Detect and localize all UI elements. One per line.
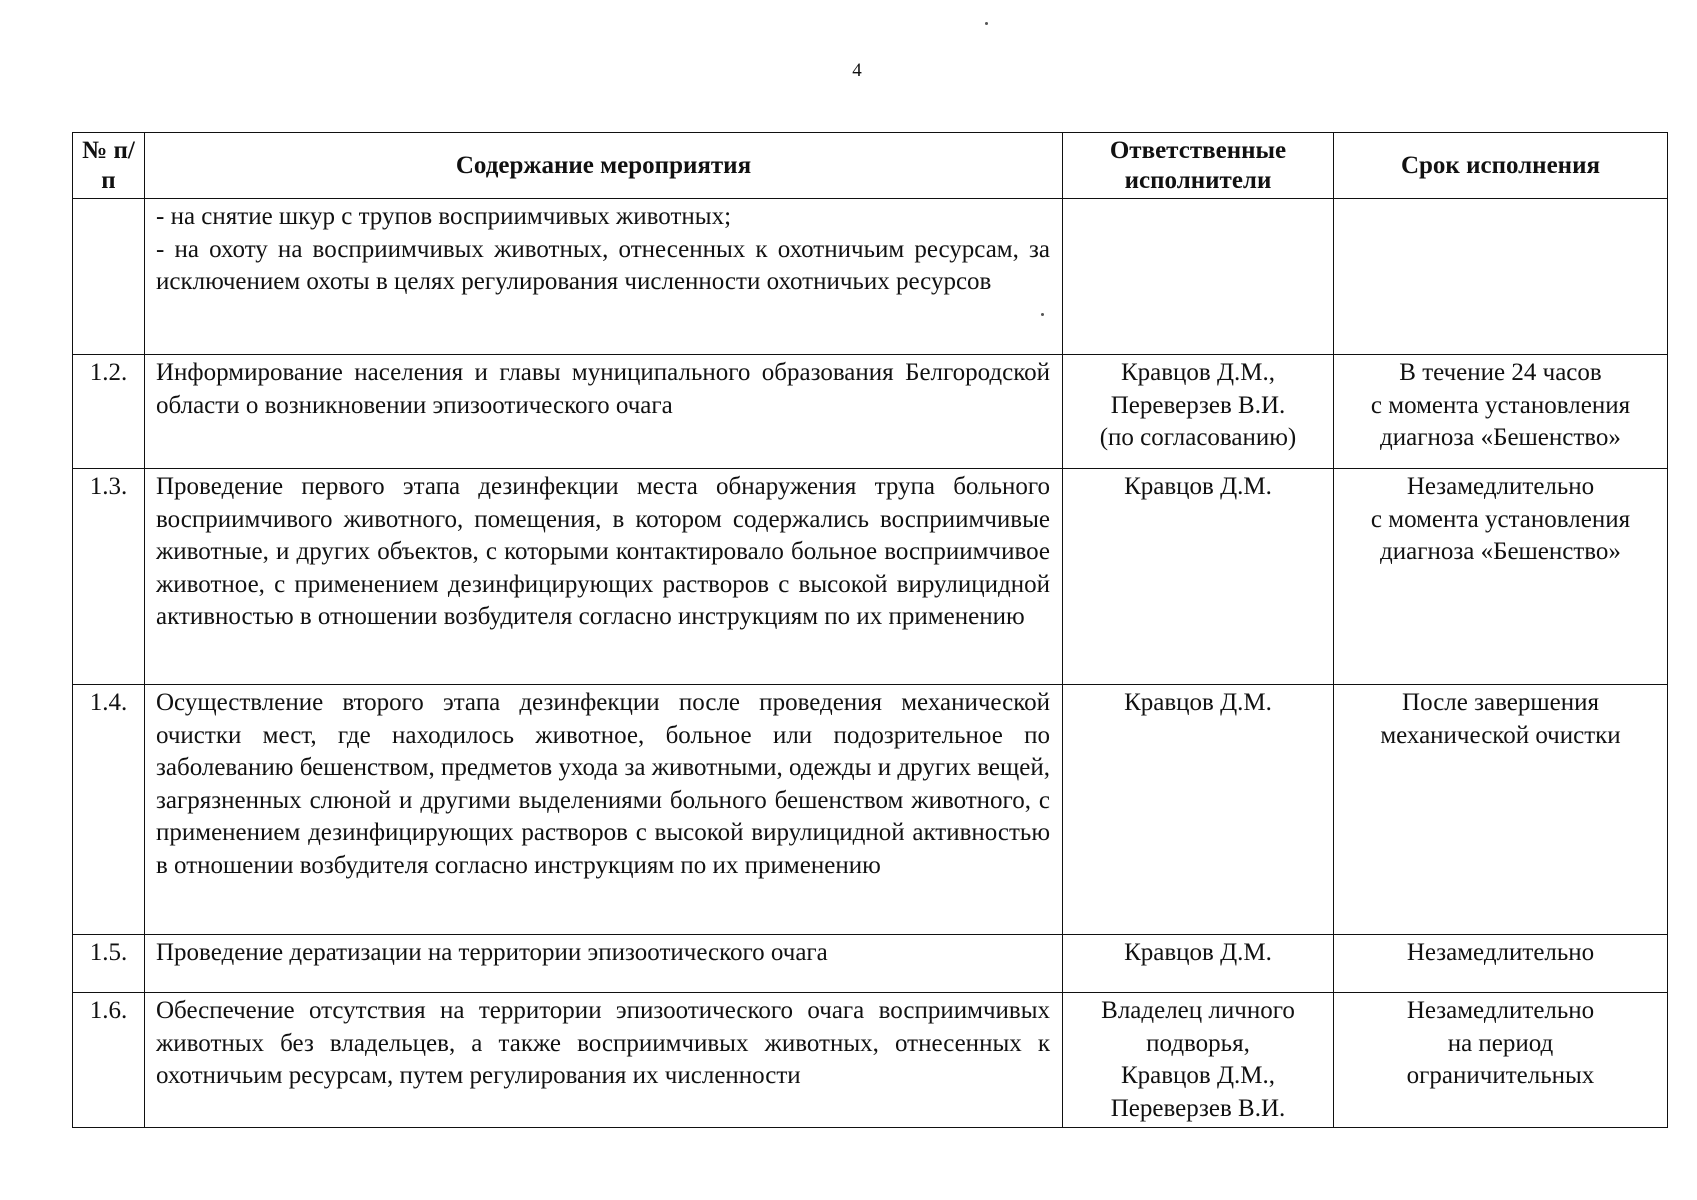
header-term: Срок исполнения xyxy=(1334,133,1668,199)
measures-table xyxy=(72,132,1668,1128)
row-term xyxy=(1334,199,1668,355)
responsible-line: Кравцов Д.М. xyxy=(1124,473,1272,500)
responsible-line: Кравцов Д.М. xyxy=(1124,939,1272,966)
table-row xyxy=(73,993,1668,1128)
term-line: Незамедлительно xyxy=(1406,473,1595,500)
row-term xyxy=(1334,469,1668,685)
responsible-line: Владелец личного xyxy=(1101,997,1295,1024)
row-term xyxy=(1334,993,1668,1128)
content-line: Информирование населения и главы муниципального образования Белгородской области о возникновении эпизоотического очага xyxy=(156,359,1050,419)
responsible-line: (по согласованию) xyxy=(1099,424,1297,451)
row-content xyxy=(145,469,1063,685)
term-line: ограничительных xyxy=(1406,1062,1595,1089)
content-line: - на охоту на восприимчивых животных, отнесенных к охотничьим ресурсам, за исключением охоты в целях регулирования численности охотничьих ресурсов xyxy=(156,235,1050,295)
row-content xyxy=(145,993,1063,1128)
row-responsible xyxy=(1063,935,1334,993)
row-number: 1.2. xyxy=(73,355,145,469)
row-number: 1.3. xyxy=(73,469,145,685)
table-row xyxy=(73,935,1668,993)
scan-speck xyxy=(985,22,988,25)
content-line: Обеспечение отсутствия на территории эпизоотического очага восприимчивых животных без владельцев, а также восприимчивых животных, отнесенных к охотничьим ресурсам, путем регулирования их численности xyxy=(156,997,1050,1089)
row-content xyxy=(145,935,1063,993)
row-term xyxy=(1334,935,1668,993)
term-line: с момента установления xyxy=(1370,505,1631,533)
row-number xyxy=(73,199,145,355)
table-header-row xyxy=(73,133,1668,199)
responsible-line: Кравцов Д.М. xyxy=(1124,689,1272,716)
responsible-line: Кравцов Д.М., xyxy=(1120,1062,1276,1089)
term-line: Незамедлительно xyxy=(1406,939,1595,966)
content-line: Проведение дератизации на территории эпизоотического очага xyxy=(156,939,828,966)
responsible-line: Переверзев В.И. xyxy=(1110,391,1286,419)
row-number: 1.5. xyxy=(73,935,145,993)
term-line: диагноза «Бешенство» xyxy=(1380,538,1621,565)
table-row xyxy=(73,469,1668,685)
content-line: Проведение первого этапа дезинфекции места обнаружения трупа больного восприимчивого животного, помещения, в котором содержались восприимчивые животные, и других объектов, с которыми контактировало больное восприимчивое животное, с применением дезинфицирующих растворов с высокой вирулицидной активностью в отношении возбудителя согласно инструкциям по их применению xyxy=(156,473,1050,630)
row-responsible xyxy=(1063,685,1334,935)
row-content xyxy=(145,355,1063,469)
content-line: - на снятие шкур с трупов восприимчивых животных; xyxy=(156,203,732,230)
header-responsible: Ответственные исполнители xyxy=(1063,133,1334,199)
row-content xyxy=(145,685,1063,935)
term-line: на период xyxy=(1447,1029,1554,1057)
table-row xyxy=(73,199,1668,355)
term-line: После завершения xyxy=(1402,689,1599,716)
term-line: Незамедлительно xyxy=(1406,997,1595,1024)
term-line: В течение 24 часов xyxy=(1399,359,1602,386)
responsible-line: Кравцов Д.М., xyxy=(1120,359,1276,386)
row-responsible xyxy=(1063,469,1334,685)
row-term xyxy=(1334,355,1668,469)
term-line: с момента установления xyxy=(1370,391,1631,419)
page-number: 4 xyxy=(852,60,862,81)
responsible-line: Переверзев В.И. xyxy=(1110,1094,1286,1122)
term-line: механической очистки xyxy=(1380,721,1621,749)
row-number: 1.4. xyxy=(73,685,145,935)
table-row xyxy=(73,685,1668,935)
row-responsible xyxy=(1063,355,1334,469)
header-content: Содержание мероприятия xyxy=(145,133,1063,199)
row-responsible xyxy=(1063,199,1334,355)
row-number: 1.6. xyxy=(73,993,145,1128)
table-row xyxy=(73,355,1668,469)
term-line: диагноза «Бешенство» xyxy=(1380,424,1621,451)
content-line: Осуществление второго этапа дезинфекции после проведения механической очистки мест, где находилось животное, больное или подозрительное по заболеванию бешенством, предметов ухода за животными, одежды и других вещей, загрязненных слюной и другими выделениями больного бешенством животного, с применением дезинфицирующих растворов с высокой вирулицидной активностью в отношении возбудителя согласно инструкциям по их применению xyxy=(156,689,1050,879)
row-term xyxy=(1334,685,1668,935)
row-content xyxy=(145,199,1063,355)
responsible-line: подворья, xyxy=(1146,1029,1250,1057)
row-responsible xyxy=(1063,993,1334,1128)
header-num: № п/п xyxy=(73,133,145,199)
